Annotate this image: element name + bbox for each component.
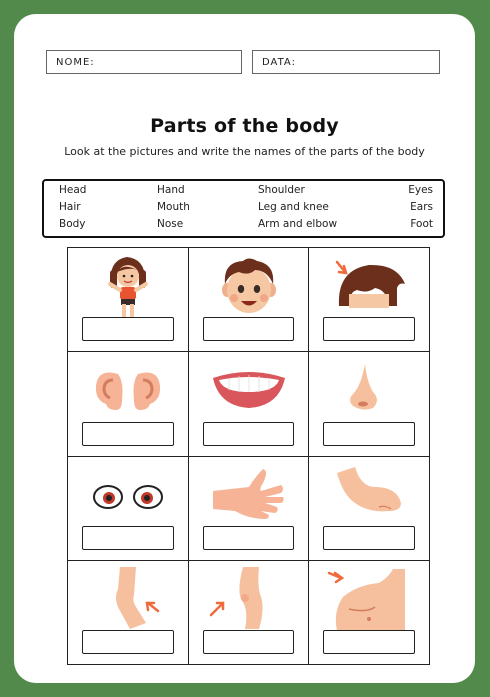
name-field[interactable] bbox=[46, 50, 242, 74]
word-ears: Ears bbox=[410, 201, 433, 213]
picture-cell-hand bbox=[189, 457, 310, 561]
picture-cell-elbow bbox=[68, 561, 189, 665]
answer-box-7[interactable] bbox=[82, 526, 174, 550]
word-foot: Foot bbox=[410, 218, 433, 230]
answer-box-6[interactable] bbox=[323, 422, 415, 446]
answer-box-11[interactable] bbox=[203, 630, 295, 654]
date-label: DATA: bbox=[262, 57, 296, 68]
worksheet bbox=[14, 14, 475, 683]
instructions: Look at the pictures and write the names of the parts of the body bbox=[64, 145, 425, 158]
picture-cell-body bbox=[68, 248, 189, 352]
date-field[interactable] bbox=[252, 50, 440, 74]
word-head: Head bbox=[59, 184, 87, 196]
word-nose: Nose bbox=[157, 218, 184, 230]
answer-box-4[interactable] bbox=[82, 422, 174, 446]
word-leg-and-knee: Leg and knee bbox=[258, 201, 329, 213]
picture-cell-nose bbox=[309, 352, 430, 456]
answer-box-3[interactable] bbox=[323, 317, 415, 341]
picture-cell-mouth bbox=[189, 352, 310, 456]
picture-grid bbox=[67, 247, 430, 665]
word-hair: Hair bbox=[59, 201, 81, 213]
picture-cell-shoulder bbox=[309, 561, 430, 665]
picture-cell-head bbox=[189, 248, 310, 352]
picture-cell-hair bbox=[309, 248, 430, 352]
word-arm-and-elbow: Arm and elbow bbox=[258, 218, 338, 230]
picture-cell-foot bbox=[309, 457, 430, 561]
word-mouth: Mouth bbox=[157, 201, 190, 213]
word-bank bbox=[42, 179, 445, 238]
answer-box-9[interactable] bbox=[323, 526, 415, 550]
answer-box-8[interactable] bbox=[203, 526, 295, 550]
word-shoulder: Shoulder bbox=[258, 184, 305, 196]
answer-box-10[interactable] bbox=[82, 630, 174, 654]
picture-cell-eyes bbox=[68, 457, 189, 561]
picture-cell-ears bbox=[68, 352, 189, 456]
answer-box-1[interactable] bbox=[82, 317, 174, 341]
answer-box-12[interactable] bbox=[323, 630, 415, 654]
name-label: NOME: bbox=[56, 57, 95, 68]
word-hand: Hand bbox=[157, 184, 185, 196]
worksheet-title: Parts of the body bbox=[150, 115, 339, 137]
word-eyes: Eyes bbox=[408, 184, 433, 196]
answer-box-2[interactable] bbox=[203, 317, 295, 341]
word-body: Body bbox=[59, 218, 86, 230]
picture-cell-knee bbox=[189, 561, 310, 665]
answer-box-5[interactable] bbox=[203, 422, 295, 446]
